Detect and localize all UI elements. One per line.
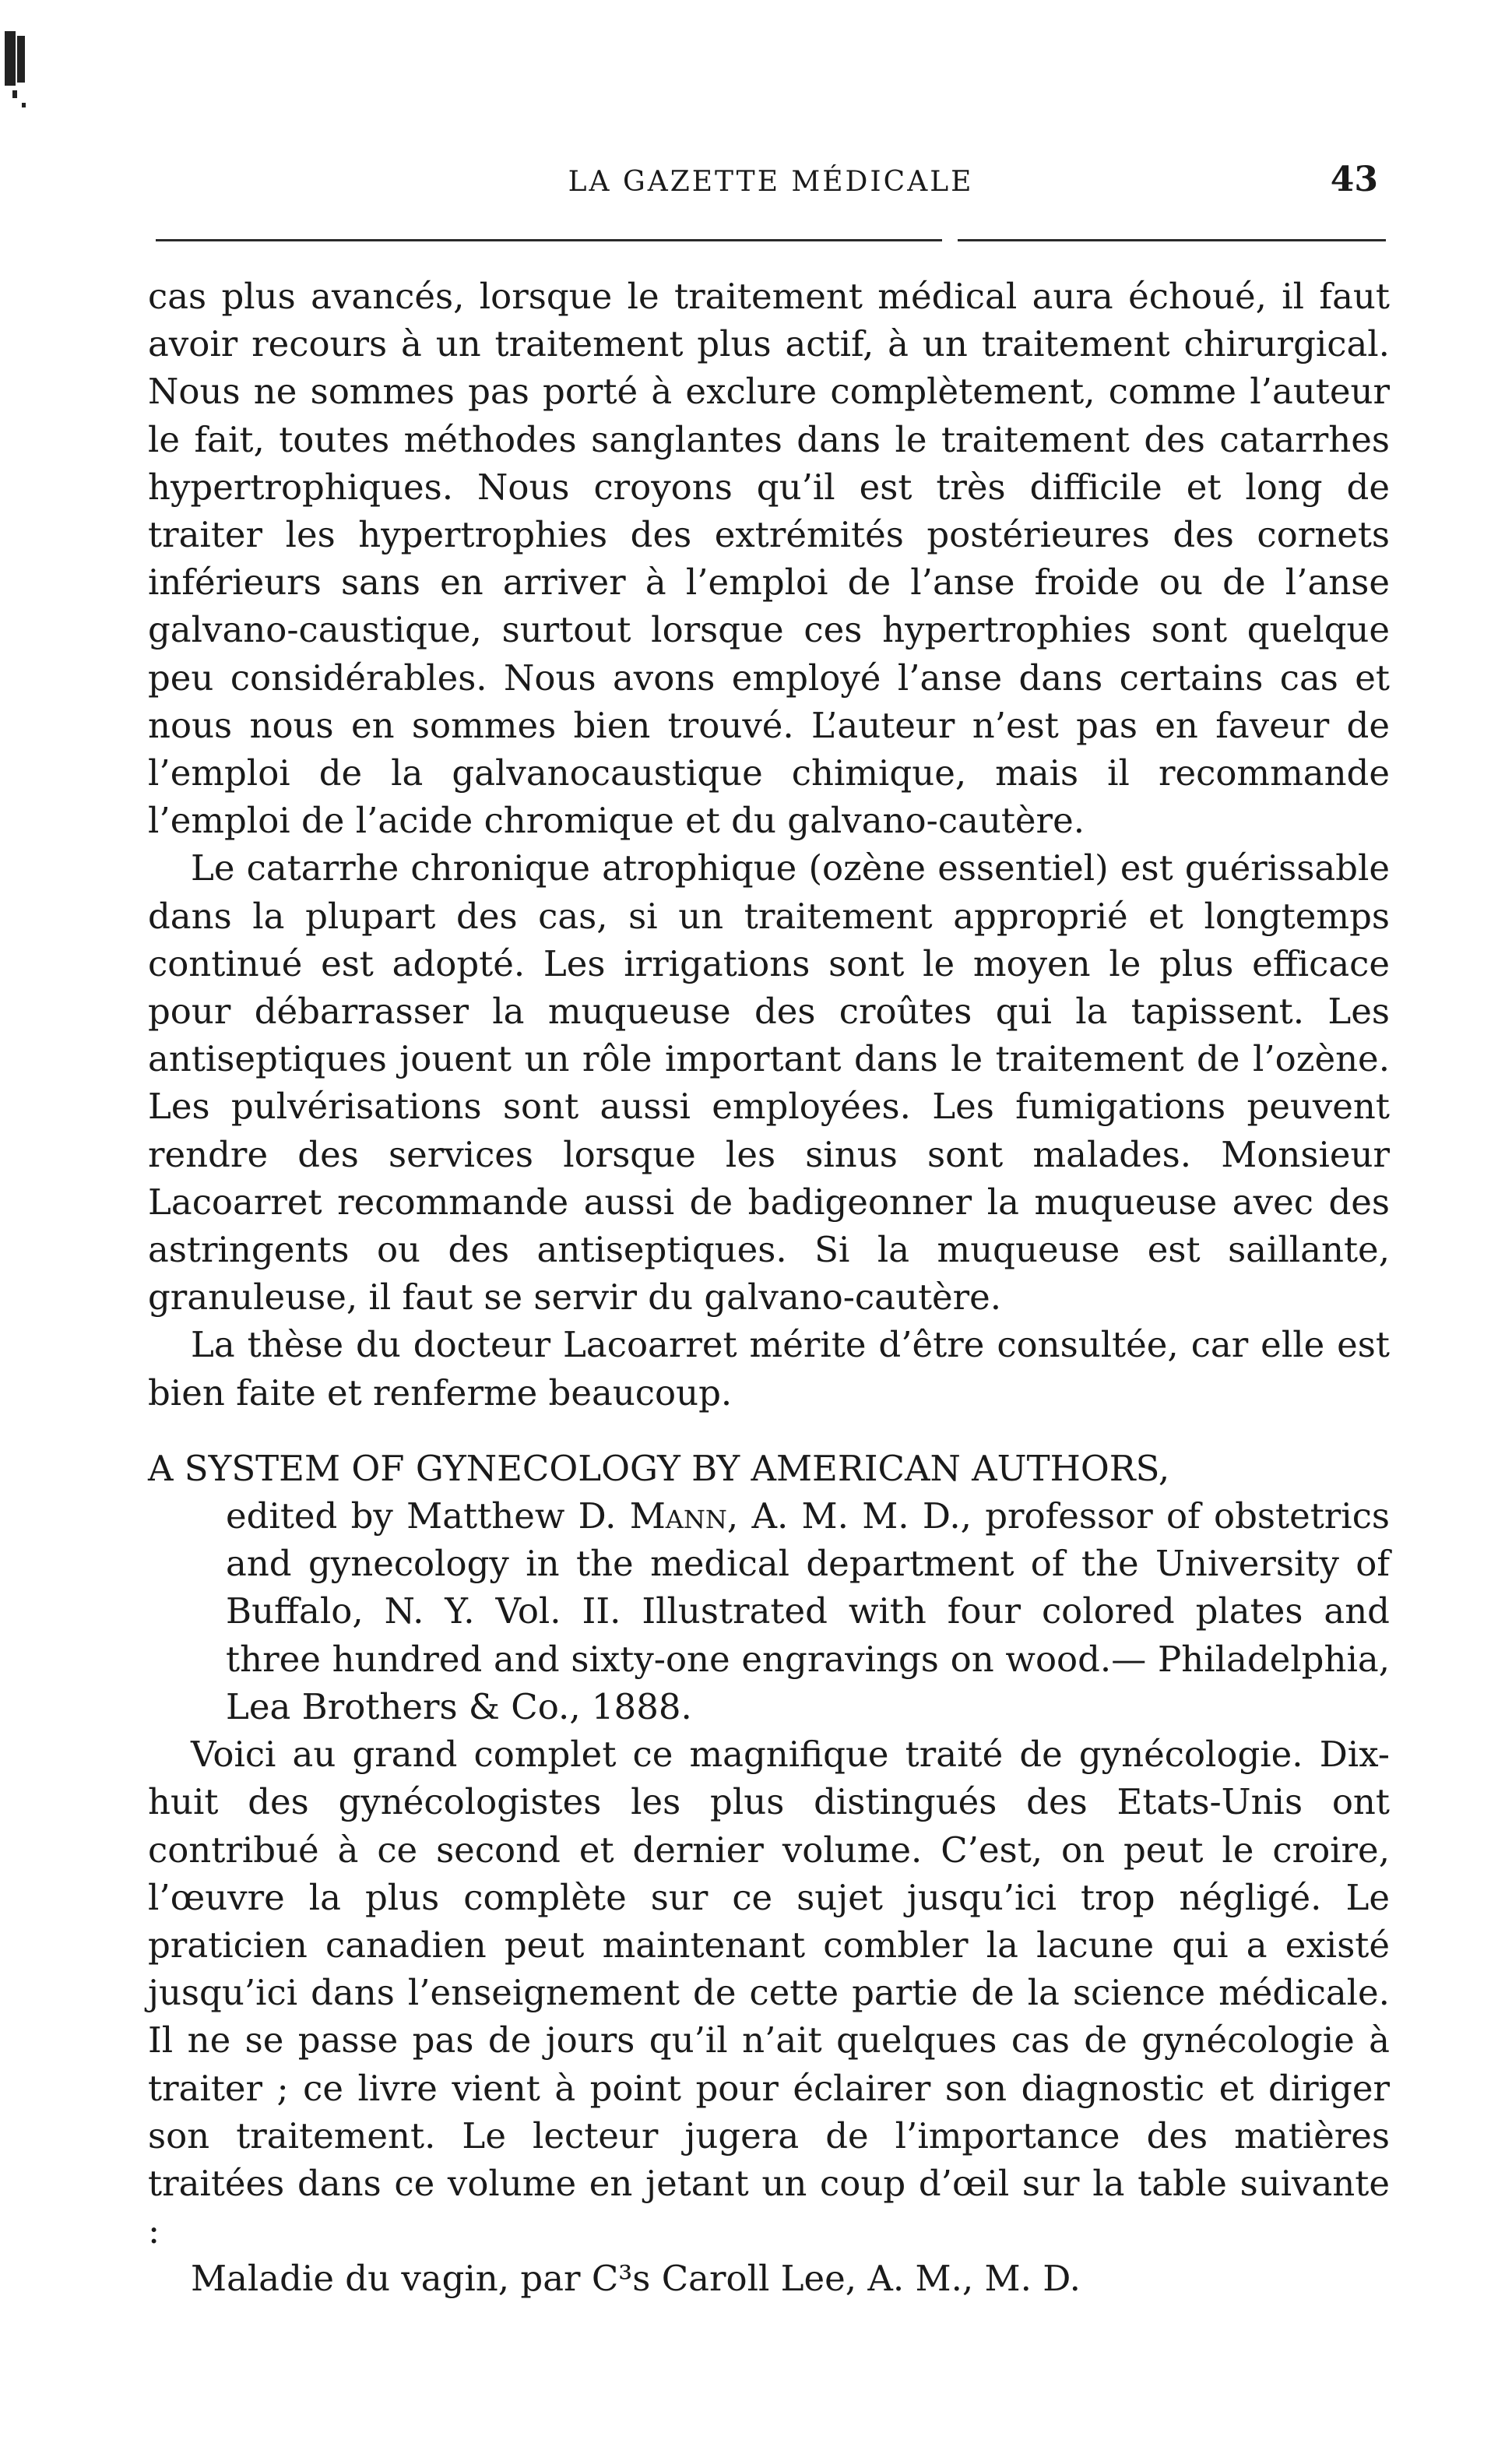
review-paragraph: Voici au grand complet ce magnifique traité de gynécologie. Dix-huit des gynécologistes les plus distingués des Etats-Unis ont contribué à ce second et dernier volume. C’est, on peut le croire, l’œuvre la plus complète sur ce sujet jusqu’ici trop négligé. Le praticien canadien peut maintenant combler la lacune qui a existé jusqu’ici dans l’enseignement de cette partie de la science médicale. Il ne se passe pas de jours qu’il n’ait quelques cas de gynécologie à traiter ; ce livre vient à point pour éclairer son diagnostic et diriger son traitement. Le lecteur jugera de l’importance des matières traitées dans ce volume en jetant un coup d’œil sur la table suivante : — [148, 1734, 1390, 2252]
running-head: LA GAZETTE MÉDICALE — [568, 166, 974, 198]
page-body — [148, 273, 1390, 2303]
paragraph: cas plus avancés, lorsque le traitement médical aura échoué, il faut avoir recours à un traitement plus actif, à un traitement chirurgical. Nous ne sommes pas porté à exclure complètement, comme l’auteur le fait, toutes méthodes sanglantes dans le traitement des catarrhes hypertrophiques. Nous croyons qu’il est très difficile et long de traiter les hypertrophies des extrémités postérieures des cornets inférieurs sans en arriver à l’emploi de l’anse froide ou de l’anse galvano-caustique, surtout lorsque ces hypertrophies sont quelque peu considérables. Nous avons employé l’anse dans certains cas et nous nous en sommes bien trouvé. L’auteur n’est pas en faveur de l’emploi de la galvanocaustique chimique, mais il recommande l’emploi de l’acide chromique et du galvano-cautère. — [148, 276, 1390, 842]
paragraph: La thèse du docteur Lacoarret mérite d’être consultée, car elle est bien faite et renferme beaucoup. — [148, 1324, 1390, 1414]
book-edited-suffix: , A. M. M. D., professor of obstetrics and gynecology in the medical department of the University of Buffalo, N. Y. Vol. II. Illustrated with four colored plates and three hundred and sixty-one engravings on wood.— Philadelphia, Lea Brothers & Co., 1888. — [226, 1495, 1390, 1727]
header-rule — [958, 239, 1386, 241]
book-edited-prefix: edited by Matthew D. — [226, 1495, 630, 1537]
book-title: A SYSTEM OF GYNECOLOGY BY AMERICAN AUTHORS, — [148, 1447, 1170, 1489]
page-header — [156, 152, 1386, 222]
header-rule — [156, 239, 942, 241]
scan-artifact — [5, 31, 31, 117]
paragraph: Le catarrhe chronique atrophique (ozène essentiel) est guérissable dans la plupart des cas, si un traitement approprié et longtemps continué est adopté. Les irrigations sont le moyen le plus efficace pour débarrasser la muqueuse des croûtes qui la tapissent. Les antiseptiques jouent un rôle important dans le traitement de l’ozène. Les pulvérisations sont aussi employées. Les fumigations peuvent rendre des services lorsque les sinus sont malades. Monsieur Lacoarret recommande aussi de badigeonner la muqueuse avec des astringents ou des antiseptiques. Si la muqueuse est saillante, granuleuse, il faut se servir du galvano-cautère. — [148, 847, 1390, 1319]
book-entry — [148, 1445, 1390, 1730]
book-editor-surname: Mann — [629, 1495, 727, 1537]
page-number: 43 — [1330, 160, 1378, 199]
book-details — [148, 1492, 1390, 1730]
list-item: Maladie du vagin, par C³s Caroll Lee, A. M., M. D. — [191, 2258, 1081, 2300]
